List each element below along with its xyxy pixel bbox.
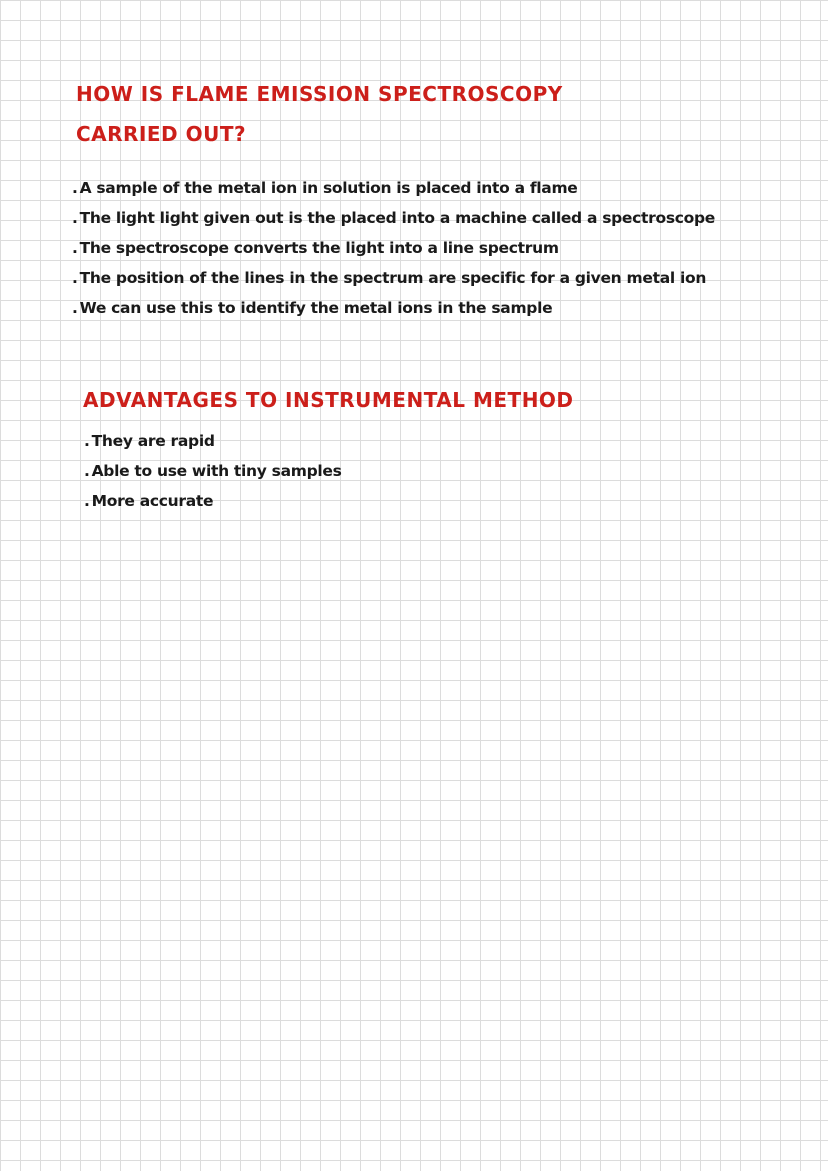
list-item: [84, 426, 342, 456]
list-item: [72, 293, 715, 323]
section-heading-advantages: ADVANTAGES TO INSTRUMENTAL METHOD: [83, 388, 574, 412]
heading-line-2: CARRIED OUT?: [76, 122, 247, 146]
list-item-text: The light light given out is the placed into a machine called a spectroscope: [79, 209, 715, 227]
list-item-text: The position of the lines in the spectrum are specific for a given metal ion: [79, 269, 707, 287]
list-item-text: The spectroscope converts the light into a line spectrum: [79, 239, 559, 257]
bullet-dot: .: [84, 462, 90, 480]
list-item: [72, 203, 715, 233]
bullet-dot: .: [72, 269, 78, 287]
section-heading-flame-emission: [76, 74, 716, 154]
heading-line-1: HOW IS FLAME EMISSION SPECTROSCOPY: [76, 82, 563, 106]
bullet-dot: .: [72, 299, 78, 317]
bullet-dot: .: [84, 492, 90, 510]
list-item-text: A sample of the metal ion in solution is placed into a flame: [79, 179, 578, 197]
list-item-text: Able to use with tiny samples: [91, 462, 342, 480]
list-item: [72, 233, 715, 263]
procedure-list: [72, 173, 715, 323]
list-item-text: More accurate: [91, 492, 214, 510]
bullet-dot: .: [72, 239, 78, 257]
list-item: [84, 456, 342, 486]
list-item: [84, 486, 342, 516]
list-item-text: We can use this to identify the metal ions in the sample: [79, 299, 553, 317]
advantages-list: [84, 426, 342, 516]
bullet-dot: .: [72, 179, 78, 197]
list-item-text: They are rapid: [91, 432, 215, 450]
list-item: [72, 263, 715, 293]
bullet-dot: .: [84, 432, 90, 450]
bullet-dot: .: [72, 209, 78, 227]
list-item: [72, 173, 715, 203]
